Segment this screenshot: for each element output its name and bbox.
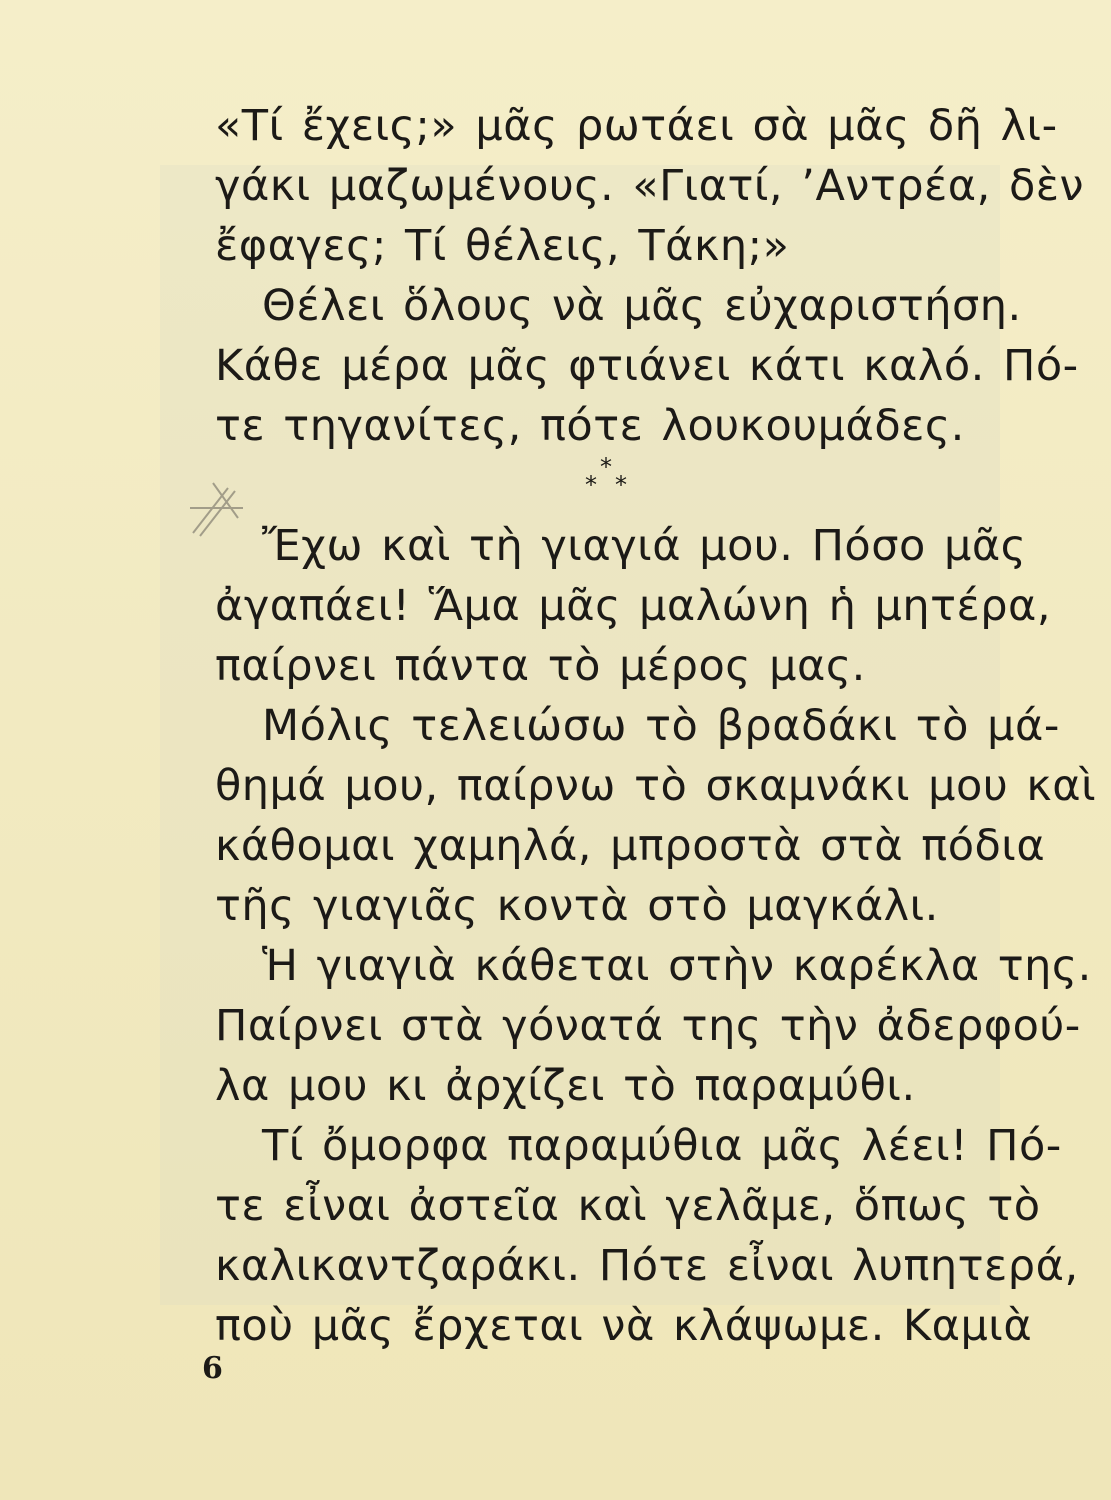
text-line: καλικαντζαράκι. Πότε εἶναι λυπητερά, [215,1241,1079,1291]
separator-asterisk: * [615,471,627,499]
text-line: «Τί ἔχεις;» μᾶς ρωτάει σὰ μᾶς δῆ λι- [215,101,1058,151]
text-line: παίρνει πάντα τὸ μέρος μας. [215,641,866,691]
separator-asterisk: * [585,471,597,499]
text-line: Θέλει ὅλους νὰ μᾶς εὐχαριστήση. [262,281,1022,331]
text-line: τε εἶναι ἀστεῖα καὶ γελᾶμε, ὅπως τὸ [215,1181,1041,1231]
section-separator [580,455,640,505]
text-line: ἔφαγες; Τί θέλεις, Τάκη;» [215,221,790,271]
text-line: Μόλις τελειώσω τὸ βραδάκι τὸ μά- [262,701,1060,751]
text-line: κάθομαι χαμηλά, μπροστὰ στὰ πόδια [215,821,1046,871]
text-line: τε τηγανίτες, πότε λουκουμάδες. [215,401,965,451]
text-line: θημά μου, παίρνω τὸ σκαμνάκι μου καὶ [215,761,1097,811]
text-line: ποὺ μᾶς ἔρχεται νὰ κλάψωμε. Καμιὰ [215,1301,1033,1351]
text-line: τῆς γιαγιᾶς κοντὰ στὸ μαγκάλι. [215,881,939,931]
text-line: ἀγαπάει! Ἅμα μᾶς μαλώνη ἡ μητέρα, [215,581,1052,631]
separator-asterisk: * [600,453,612,481]
text-line: Ἔχω καὶ τὴ γιαγιά μου. Πόσο μᾶς [262,521,1027,571]
text-line: Τί ὄμορφα παραμύθια μᾶς λέει! Πό- [262,1121,1062,1171]
text-line: γάκι μαζωμένους. «Γιατί, ’Αντρέα, δὲν [215,161,1085,211]
text-line: Κάθε μέρα μᾶς φτιάνει κάτι καλό. Πό- [215,341,1079,391]
text-line: λα μου κι ἀρχίζει τὸ παραμύθι. [215,1061,916,1111]
text-line: Παίρνει στὰ γόνατά της τὴν ἀδερφού- [215,1001,1081,1051]
page-number: 6 [202,1351,223,1386]
text-line: Ἡ γιαγιὰ κάθεται στὴν καρέκλα της. [262,941,1092,991]
